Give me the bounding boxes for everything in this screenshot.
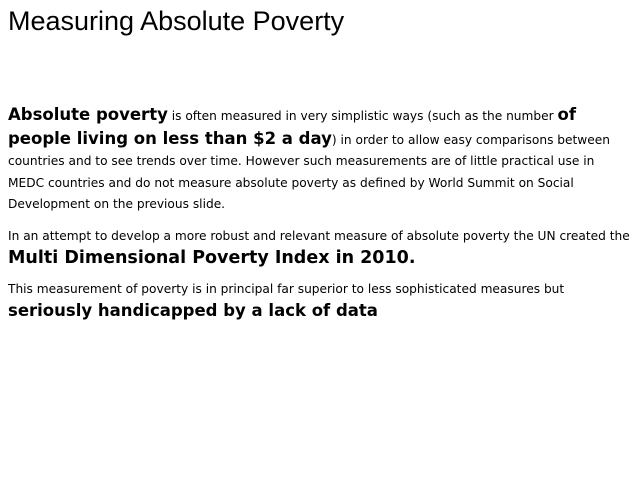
bold-two-dollars-a-day: of people living on less than $2 a day <box>8 105 577 148</box>
paragraph-lack-of-data <box>8 279 632 324</box>
bold-mpi-2010: Multi Dimensional Poverty Index in 2010. <box>8 247 416 268</box>
bold-lead-absolute-poverty: Absolute poverty <box>8 105 168 124</box>
slide-body <box>8 104 632 333</box>
slide-title: Measuring Absolute Poverty <box>8 6 345 36</box>
paragraph1-text-b: ) in order to allow easy comparisons between countries and to see trends over time. However such measurements are of little practical use in MEDC countries and do not measure absolute poverty as defined by World Summit on Social Development on the previous slide. <box>8 132 610 211</box>
paragraph2-text-a: In an attempt to develop a more robust and relevant measure of absolute poverty the UN created the <box>8 228 630 243</box>
paragraph1-text-a: is often measured in very simplistic ways (such as the number <box>167 109 558 123</box>
paragraph-absolute-poverty <box>8 104 632 216</box>
paragraph3-text-a: This measurement of poverty is in principal far superior to less sophisticated measures but <box>8 281 565 296</box>
bold-lack-of-data: seriously handicapped by a lack of data <box>8 301 378 320</box>
paragraph-mpi <box>8 225 632 270</box>
